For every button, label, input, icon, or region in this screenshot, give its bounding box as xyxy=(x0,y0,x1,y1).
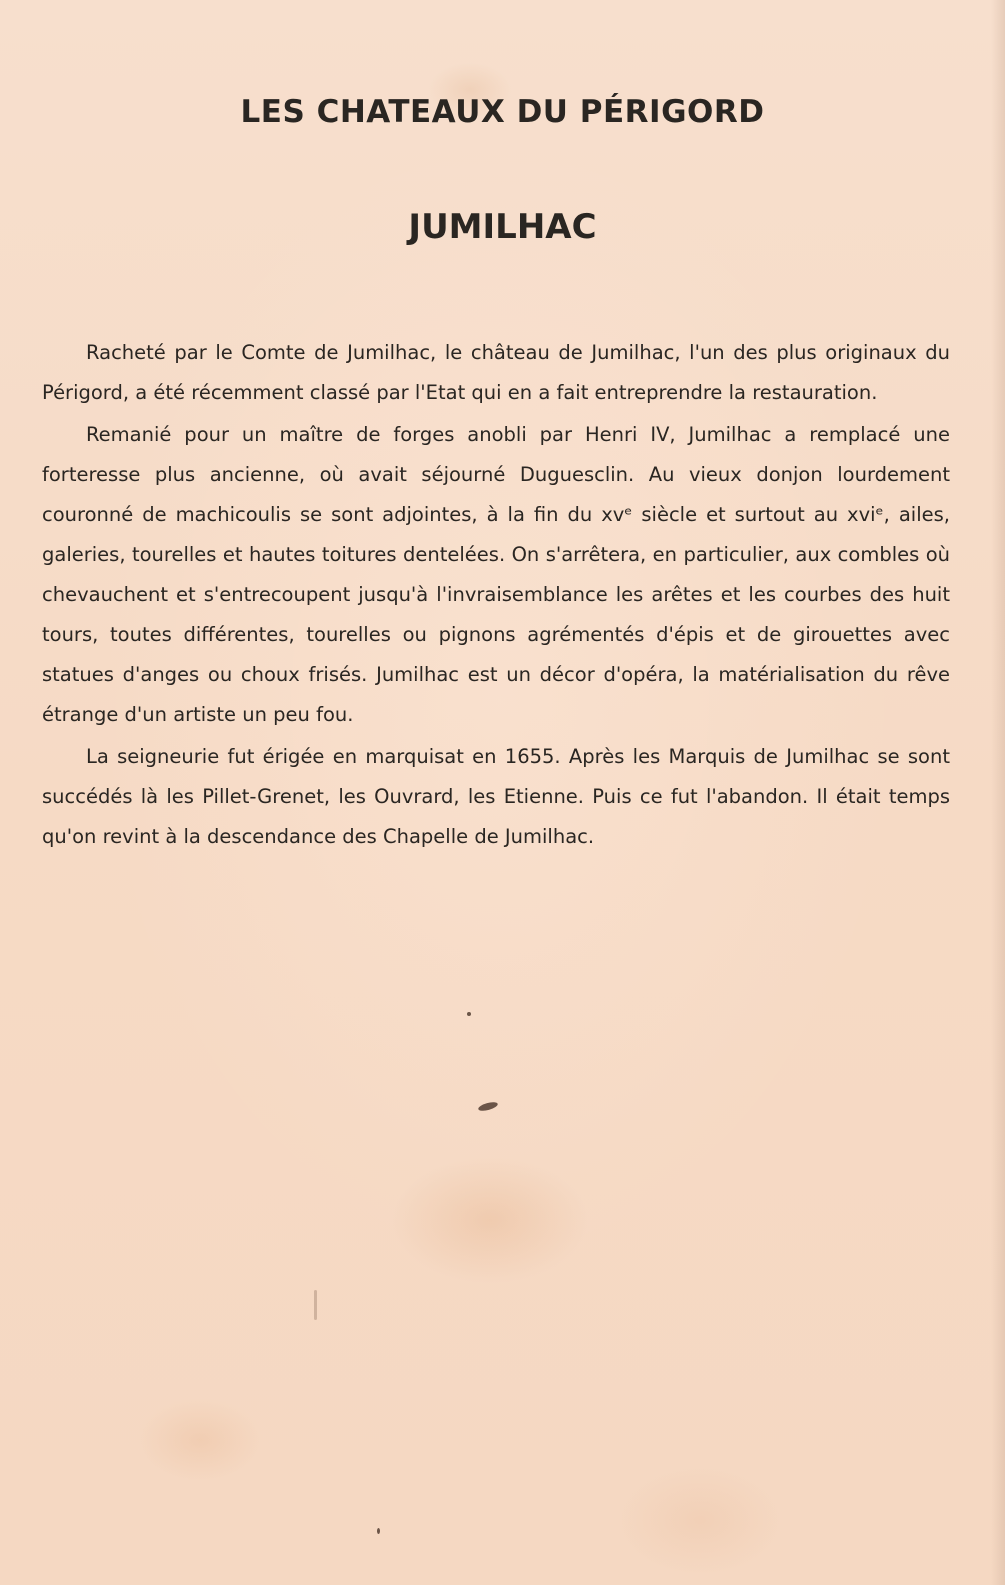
ink-blot xyxy=(477,1101,498,1113)
chateau-name-heading: JUMILHAC xyxy=(408,207,597,247)
paper-mark xyxy=(314,1290,317,1320)
ink-speck xyxy=(467,1012,471,1016)
article-body xyxy=(42,333,950,859)
paragraph: Remanié pour un maître de forges anobli par Henri IV, Jumilhac a remplacé une forteresse plus ancienne, où avait séjourné Duguesclin. Au vieux donjon lourdement couronné de machicoulis se sont adjointes, à la fin du xvᵉ siècle et surtout au xviᵉ, ailes, galeries, tourelles et hautes toitures dentelées. On s'arrêtera, en particulier, aux combles où chevauchent et s'entrecoupent jusqu'à l'invraisemblance les arêtes et les courbes des huit tours, toutes différentes, tourelles ou pignons agrémentés d'épis et de girouettes avec statues d'anges ou choux frisés. Jumilhac est un décor d'opéra, la matérialisation du rêve étrange d'un artiste un peu fou. xyxy=(42,423,950,726)
ink-speck xyxy=(377,1528,380,1534)
paragraph: Racheté par le Comte de Jumilhac, le château de Jumilhac, l'un des plus originaux du Périgord, a été récemment classé par l'Etat qui en a fait entreprendre la restauration. xyxy=(42,341,950,404)
paragraph: La seigneurie fut érigée en marquisat en 1655. Après les Marquis de Jumilhac se sont succédés là les Pillet-Grenet, les Ouvrard, les Etienne. Puis ce fut l'abandon. Il était temps qu'on revint à la descendance des Chapelle de Jumilhac. xyxy=(42,745,950,848)
document-title: LES CHATEAUX DU PÉRIGORD xyxy=(240,94,765,130)
